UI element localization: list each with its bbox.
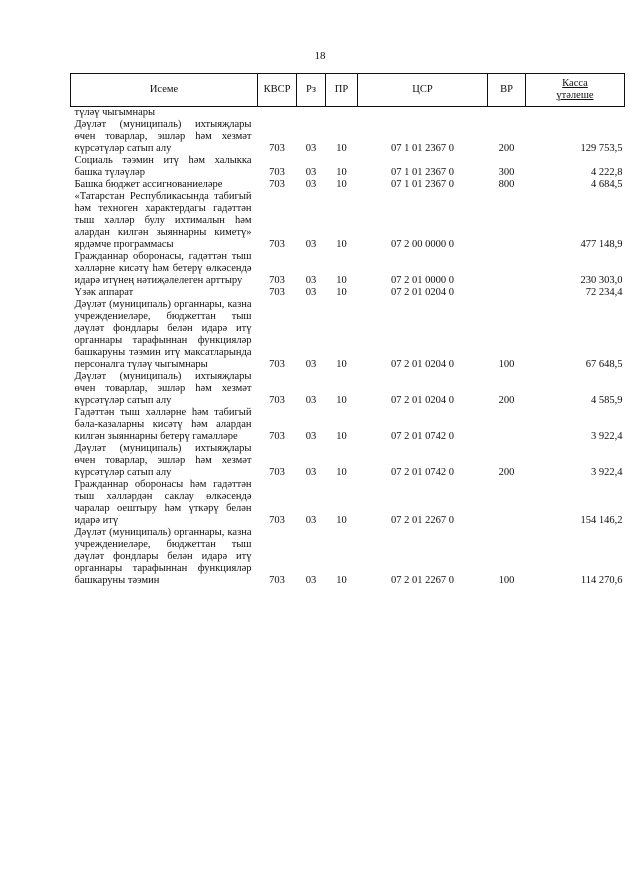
row-kvsr: 703 bbox=[269, 395, 285, 406]
table-row bbox=[71, 251, 625, 287]
row-vr bbox=[488, 107, 526, 120]
row-amount: 67 648,5 bbox=[585, 359, 623, 370]
row-vr: 100 bbox=[498, 359, 515, 370]
row-rz: 03 bbox=[305, 275, 317, 286]
row-csr: 07 2 01 0742 0 bbox=[391, 467, 454, 478]
table-row bbox=[71, 443, 625, 479]
row-name: Дәүләт (муниципаль) органнары, казна учреждениеләре, бюджеттан тыш дәүләт фондлары белән идарә итү органнары тарафыннан функцияләр башкаруны тәэмин bbox=[74, 527, 252, 586]
row-kvsr: 703 bbox=[269, 359, 285, 370]
row-name: Гражданнар оборонасы һәм гадәттән тыш хәлләрдән саклау өлкәсендә чаралар оештыру һәм үткәрү белән идарә итү bbox=[74, 479, 252, 526]
row-vr: 800 bbox=[498, 179, 515, 190]
table-header-row bbox=[71, 74, 625, 107]
row-csr: 07 2 01 0204 0 bbox=[391, 395, 454, 406]
row-kvsr: 703 bbox=[269, 431, 285, 442]
table-row bbox=[71, 287, 625, 299]
row-rz bbox=[297, 107, 326, 120]
row-amount: 477 148,9 bbox=[580, 239, 623, 250]
row-kvsr: 703 bbox=[269, 167, 285, 178]
kassa-header-line2: үтәлеше bbox=[556, 90, 594, 101]
row-rz: 03 bbox=[305, 515, 317, 526]
budget-table bbox=[70, 73, 625, 587]
row-name: Дәүләт (муниципаль) ихтыяҗлары өчен товарлар, эшләр һәм хезмәт күрсәтүләр сатып алу bbox=[74, 119, 252, 154]
row-amount: 3 922,4 bbox=[591, 467, 623, 478]
row-rz: 03 bbox=[305, 287, 317, 298]
row-pr: 10 bbox=[336, 359, 347, 370]
row-pr: 10 bbox=[336, 395, 347, 406]
row-name: Гражданнар оборонасы, гадәттән тыш хәлләрне кисәтү һәм бетерү өлкәсендә идарә итүнең нәтиҗәлелеген арттыру bbox=[74, 251, 252, 286]
row-kvsr: 703 bbox=[269, 515, 285, 526]
table-row bbox=[71, 155, 625, 179]
table-row bbox=[71, 179, 625, 191]
row-kvsr: 703 bbox=[269, 287, 285, 298]
row-rz: 03 bbox=[305, 239, 317, 250]
table-row bbox=[71, 119, 625, 155]
row-pr: 10 bbox=[336, 575, 347, 586]
row-pr bbox=[326, 107, 358, 120]
row-rz: 03 bbox=[305, 359, 317, 370]
row-name: Гадәттән тыш хәлләрне һәм табигый бәла-казаларны кисәтү һәм алардан килгән зыяннарны бетерү гамәлләре bbox=[74, 407, 252, 442]
column-header-vr: ВР bbox=[488, 74, 526, 107]
row-pr: 10 bbox=[336, 179, 347, 190]
row-amount: 154 146,2 bbox=[580, 515, 623, 526]
row-rz: 03 bbox=[305, 467, 317, 478]
row-kvsr: 703 bbox=[269, 143, 285, 154]
table-row bbox=[71, 527, 625, 587]
row-vr bbox=[488, 287, 526, 299]
row-csr: 07 2 01 2267 0 bbox=[391, 575, 454, 586]
row-vr: 200 bbox=[498, 467, 515, 478]
row-csr: 07 2 01 0000 0 bbox=[391, 275, 454, 286]
table-row bbox=[71, 407, 625, 443]
table-row bbox=[71, 107, 625, 120]
row-rz: 03 bbox=[305, 431, 317, 442]
row-rz: 03 bbox=[305, 179, 317, 190]
row-pr: 10 bbox=[336, 275, 347, 286]
column-header-rz: Рз bbox=[297, 74, 326, 107]
row-rz: 03 bbox=[305, 143, 317, 154]
row-amount: 3 922,4 bbox=[591, 431, 623, 442]
row-vr: 100 bbox=[498, 575, 515, 586]
row-amount: 230 303,0 bbox=[580, 275, 623, 286]
row-csr: 07 1 01 2367 0 bbox=[391, 143, 454, 154]
row-rz: 03 bbox=[305, 395, 317, 406]
row-csr: 07 2 01 0204 0 bbox=[391, 287, 454, 298]
row-pr: 10 bbox=[336, 143, 347, 154]
row-name: Социаль тәэмин итү һәм халыкка башка түләүләр bbox=[74, 155, 252, 178]
column-header-kvsr: КВСР bbox=[258, 74, 297, 107]
row-amount: 129 753,5 bbox=[580, 143, 623, 154]
row-csr: 07 1 01 2367 0 bbox=[391, 179, 454, 190]
column-header-kassa bbox=[526, 74, 625, 107]
row-name: Дәүләт (муниципаль) ихтыяҗлары өчен товарлар, эшләр һәм хезмәт күрсәтүләр сатып алу bbox=[74, 443, 252, 478]
row-vr: 200 bbox=[498, 395, 515, 406]
row-amount bbox=[526, 107, 625, 120]
row-kvsr: 703 bbox=[269, 467, 285, 478]
row-vr: 300 bbox=[498, 167, 515, 178]
row-name: Дәүләт (муниципаль) ихтыяҗлары өчен товарлар, эшләр һәм хезмәт күрсәтүләр сатып алу bbox=[74, 371, 252, 406]
row-pr: 10 bbox=[336, 167, 347, 178]
table-row bbox=[71, 371, 625, 407]
row-name: «Татарстан Республикасында табигый һәм техноген характердагы гадәттән тыш хәлләр булу ихтималын һәм алардан килгән зыяннарны киметү» ярдәмче программасы bbox=[74, 191, 252, 250]
row-kvsr bbox=[258, 107, 297, 120]
row-rz: 03 bbox=[305, 575, 317, 586]
row-kvsr: 703 bbox=[269, 575, 285, 586]
row-name: түләү чыгымнары bbox=[74, 107, 156, 118]
row-vr bbox=[488, 251, 526, 287]
row-amount: 4 684,5 bbox=[591, 179, 623, 190]
row-name: Үзәк аппарат bbox=[74, 287, 134, 298]
row-csr: 07 2 01 2267 0 bbox=[391, 515, 454, 526]
column-header-pr: ПР bbox=[326, 74, 358, 107]
row-name: Башка бюджет ассигнованиеләре bbox=[74, 179, 223, 190]
row-csr: 07 2 00 0000 0 bbox=[391, 239, 454, 250]
row-name: Дәүләт (муниципаль) органнары, казна учреждениеләре, бюджеттан тыш дәүләт фондлары белән идарә итү органнары тарафыннан функцияләр башкаруны тәэмин итү максатларында персоналга түләү чыгымнары bbox=[74, 299, 252, 370]
row-csr: 07 2 01 0204 0 bbox=[391, 359, 454, 370]
row-csr bbox=[358, 107, 488, 120]
row-pr: 10 bbox=[336, 431, 347, 442]
row-amount: 72 234,4 bbox=[585, 287, 623, 298]
kassa-header-line1: Касса bbox=[562, 78, 588, 89]
page-number: 18 bbox=[314, 50, 326, 62]
row-vr bbox=[488, 479, 526, 527]
row-vr: 200 bbox=[498, 143, 515, 154]
row-pr: 10 bbox=[336, 515, 347, 526]
row-pr: 10 bbox=[336, 467, 347, 478]
row-kvsr: 703 bbox=[269, 239, 285, 250]
column-header-csr: ЦСР bbox=[358, 74, 488, 107]
row-vr bbox=[488, 191, 526, 251]
row-pr: 10 bbox=[336, 287, 347, 298]
table-row bbox=[71, 479, 625, 527]
row-kvsr: 703 bbox=[269, 275, 285, 286]
row-csr: 07 1 01 2367 0 bbox=[391, 167, 454, 178]
column-header-name: Исеме bbox=[71, 74, 258, 107]
table-row bbox=[71, 191, 625, 251]
row-amount: 4 585,9 bbox=[591, 395, 623, 406]
row-pr: 10 bbox=[336, 239, 347, 250]
row-csr: 07 2 01 0742 0 bbox=[391, 431, 454, 442]
row-vr bbox=[488, 407, 526, 443]
row-amount: 4 222,8 bbox=[591, 167, 623, 178]
row-kvsr: 703 bbox=[269, 179, 285, 190]
table-row bbox=[71, 299, 625, 371]
row-rz: 03 bbox=[305, 167, 317, 178]
row-amount: 114 270,6 bbox=[580, 575, 623, 586]
